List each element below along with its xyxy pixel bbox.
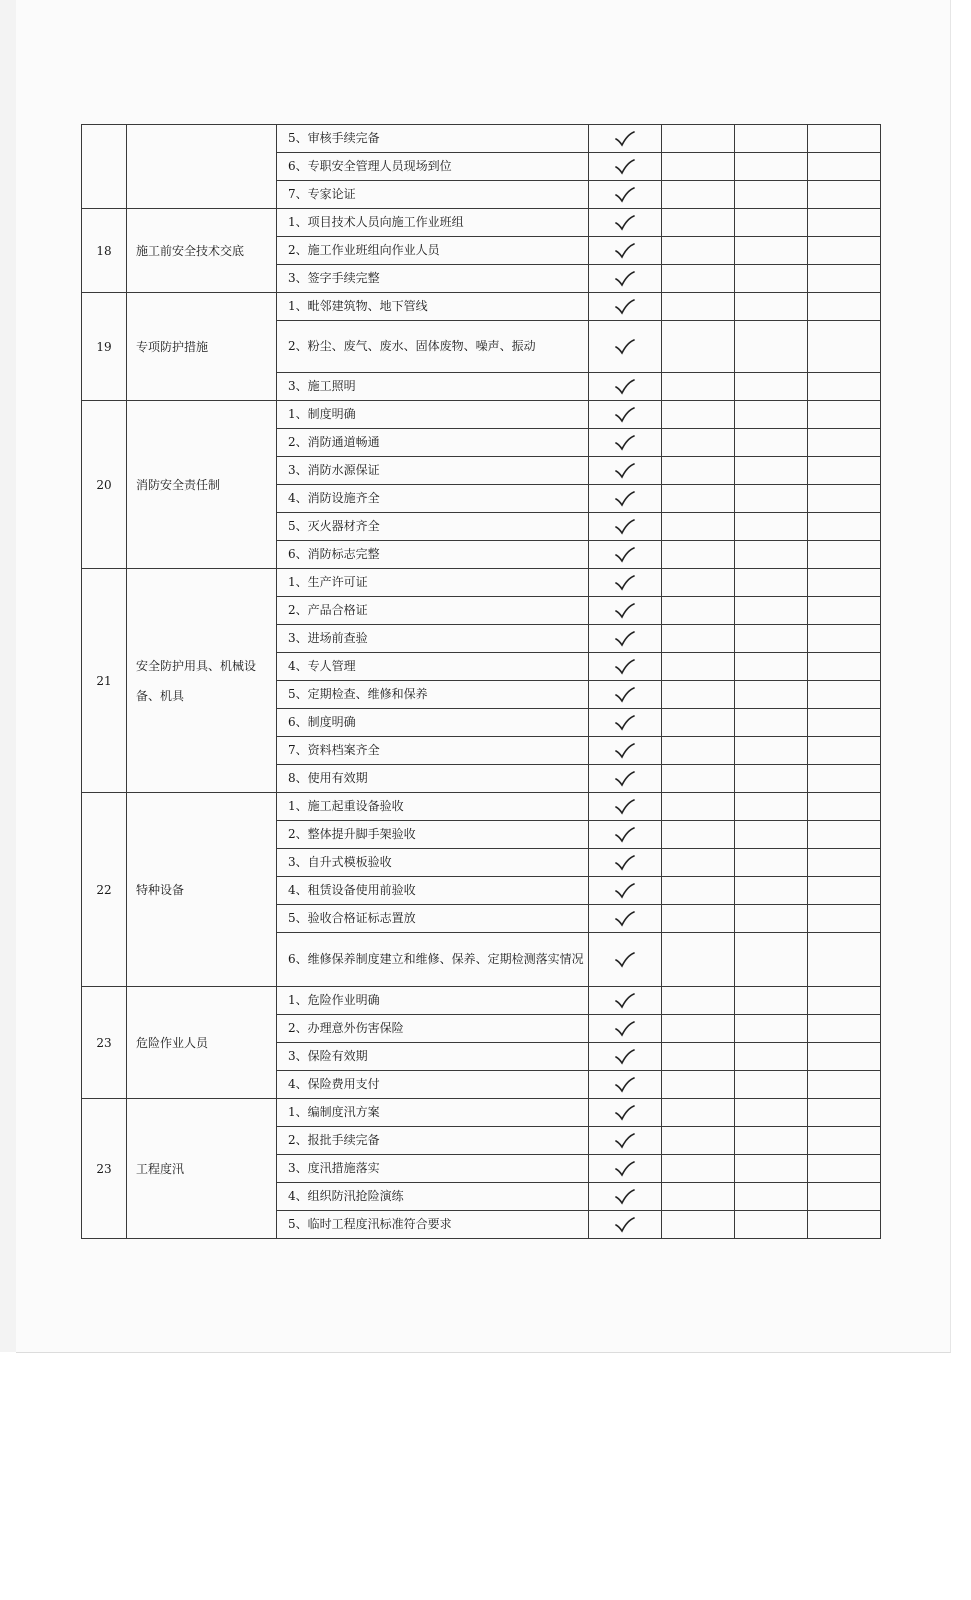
check-cell bbox=[589, 1015, 662, 1043]
empty-cell bbox=[808, 597, 881, 625]
category-name: 专项防护措施 bbox=[127, 293, 277, 401]
empty-cell bbox=[662, 793, 735, 821]
inspection-item: 3、消防水源保证 bbox=[277, 457, 589, 485]
inspection-item: 4、组织防汛抢险演练 bbox=[277, 1183, 589, 1211]
check-mark-icon bbox=[614, 131, 636, 147]
empty-cell bbox=[808, 1043, 881, 1071]
empty-cell bbox=[662, 1015, 735, 1043]
check-cell bbox=[589, 597, 662, 625]
empty-cell bbox=[808, 653, 881, 681]
empty-cell bbox=[662, 541, 735, 569]
check-cell bbox=[589, 457, 662, 485]
check-mark-icon bbox=[614, 463, 636, 479]
empty-cell bbox=[662, 293, 735, 321]
inspection-item: 4、专人管理 bbox=[277, 653, 589, 681]
empty-cell bbox=[808, 321, 881, 373]
inspection-item: 6、制度明确 bbox=[277, 709, 589, 737]
check-cell bbox=[589, 821, 662, 849]
row-number: 19 bbox=[82, 293, 127, 401]
empty-cell bbox=[735, 485, 808, 513]
empty-cell bbox=[808, 1071, 881, 1099]
inspection-item: 3、度汛措施落实 bbox=[277, 1155, 589, 1183]
inspection-item: 2、施工作业班组向作业人员 bbox=[277, 237, 589, 265]
empty-cell bbox=[662, 401, 735, 429]
empty-cell bbox=[735, 1155, 808, 1183]
check-cell bbox=[589, 485, 662, 513]
page-shadow bbox=[0, 0, 16, 1352]
check-cell bbox=[589, 849, 662, 877]
empty-cell bbox=[735, 765, 808, 793]
empty-cell bbox=[662, 987, 735, 1015]
check-cell bbox=[589, 1127, 662, 1155]
check-cell bbox=[589, 793, 662, 821]
check-mark-icon bbox=[614, 659, 636, 675]
category-name: 特种设备 bbox=[127, 793, 277, 987]
inspection-item: 1、危险作业明确 bbox=[277, 987, 589, 1015]
empty-cell bbox=[735, 933, 808, 987]
empty-cell bbox=[808, 1099, 881, 1127]
empty-cell bbox=[735, 1071, 808, 1099]
check-mark-icon bbox=[614, 491, 636, 507]
empty-cell bbox=[808, 181, 881, 209]
empty-cell bbox=[735, 209, 808, 237]
check-cell bbox=[589, 1211, 662, 1239]
row-number: 21 bbox=[82, 569, 127, 793]
empty-cell bbox=[735, 153, 808, 181]
check-mark-icon bbox=[614, 827, 636, 843]
check-cell bbox=[589, 681, 662, 709]
check-mark-icon bbox=[614, 407, 636, 423]
empty-cell bbox=[735, 513, 808, 541]
check-cell bbox=[589, 709, 662, 737]
empty-cell bbox=[662, 1155, 735, 1183]
check-mark-icon bbox=[614, 743, 636, 759]
category-name: 消防安全责任制 bbox=[127, 401, 277, 569]
check-mark-icon bbox=[614, 1105, 636, 1121]
check-mark-icon bbox=[614, 339, 636, 355]
empty-cell bbox=[808, 293, 881, 321]
empty-cell bbox=[808, 569, 881, 597]
check-cell bbox=[589, 429, 662, 457]
empty-cell bbox=[735, 457, 808, 485]
check-mark-icon bbox=[614, 1133, 636, 1149]
empty-cell bbox=[808, 457, 881, 485]
row-number: 18 bbox=[82, 209, 127, 293]
check-mark-icon bbox=[614, 993, 636, 1009]
table-row bbox=[82, 1099, 881, 1127]
empty-cell bbox=[662, 1127, 735, 1155]
empty-cell bbox=[735, 237, 808, 265]
table-row bbox=[82, 209, 881, 237]
inspection-item: 1、施工起重设备验收 bbox=[277, 793, 589, 821]
category-name bbox=[127, 125, 277, 209]
table-row bbox=[82, 987, 881, 1015]
inspection-item: 5、灭火器材齐全 bbox=[277, 513, 589, 541]
empty-cell bbox=[735, 1127, 808, 1155]
check-cell bbox=[589, 877, 662, 905]
check-cell bbox=[589, 237, 662, 265]
empty-cell bbox=[735, 1043, 808, 1071]
empty-cell bbox=[735, 877, 808, 905]
empty-cell bbox=[662, 1183, 735, 1211]
empty-cell bbox=[808, 1015, 881, 1043]
check-mark-icon bbox=[614, 215, 636, 231]
empty-cell bbox=[735, 849, 808, 877]
check-cell bbox=[589, 933, 662, 987]
check-mark-icon bbox=[614, 519, 636, 535]
category-name: 危险作业人员 bbox=[127, 987, 277, 1099]
inspection-item: 4、消防设施齐全 bbox=[277, 485, 589, 513]
inspection-item: 1、毗邻建筑物、地下管线 bbox=[277, 293, 589, 321]
check-mark-icon bbox=[614, 547, 636, 563]
inspection-item: 5、定期检查、维修和保养 bbox=[277, 681, 589, 709]
check-cell bbox=[589, 765, 662, 793]
inspection-item: 3、自升式模板验收 bbox=[277, 849, 589, 877]
empty-cell bbox=[735, 1015, 808, 1043]
check-cell bbox=[589, 1183, 662, 1211]
row-number bbox=[82, 125, 127, 209]
empty-cell bbox=[735, 1099, 808, 1127]
empty-cell bbox=[808, 625, 881, 653]
empty-cell bbox=[808, 681, 881, 709]
inspection-item: 4、租赁设备使用前验收 bbox=[277, 877, 589, 905]
empty-cell bbox=[808, 933, 881, 987]
empty-cell bbox=[735, 625, 808, 653]
check-mark-icon bbox=[614, 1189, 636, 1205]
inspection-item: 3、保险有效期 bbox=[277, 1043, 589, 1071]
empty-cell bbox=[662, 821, 735, 849]
empty-cell bbox=[808, 237, 881, 265]
category-name: 施工前安全技术交底 bbox=[127, 209, 277, 293]
inspection-item: 6、维修保养制度建立和维修、保养、定期检测落实情况 bbox=[277, 933, 589, 987]
empty-cell bbox=[808, 429, 881, 457]
inspection-item: 2、整体提升脚手架验收 bbox=[277, 821, 589, 849]
check-mark-icon bbox=[614, 1077, 636, 1093]
empty-cell bbox=[735, 541, 808, 569]
empty-cell bbox=[735, 709, 808, 737]
empty-cell bbox=[662, 569, 735, 597]
inspection-item: 3、进场前查验 bbox=[277, 625, 589, 653]
check-cell bbox=[589, 541, 662, 569]
empty-cell bbox=[662, 709, 735, 737]
empty-cell bbox=[808, 153, 881, 181]
row-number: 23 bbox=[82, 1099, 127, 1239]
empty-cell bbox=[735, 653, 808, 681]
empty-cell bbox=[662, 765, 735, 793]
empty-cell bbox=[735, 321, 808, 373]
empty-cell bbox=[735, 125, 808, 153]
empty-cell bbox=[808, 737, 881, 765]
empty-cell bbox=[808, 849, 881, 877]
table-row bbox=[82, 793, 881, 821]
empty-cell bbox=[662, 1211, 735, 1239]
empty-cell bbox=[662, 877, 735, 905]
empty-cell bbox=[662, 1099, 735, 1127]
empty-cell bbox=[662, 933, 735, 987]
check-mark-icon bbox=[614, 379, 636, 395]
inspection-item: 2、消防通道畅通 bbox=[277, 429, 589, 457]
category-name: 工程度汛 bbox=[127, 1099, 277, 1239]
empty-cell bbox=[662, 1043, 735, 1071]
inspection-item: 1、编制度汛方案 bbox=[277, 1099, 589, 1127]
empty-cell bbox=[662, 905, 735, 933]
empty-cell bbox=[735, 597, 808, 625]
check-mark-icon bbox=[614, 1049, 636, 1065]
check-cell bbox=[589, 209, 662, 237]
row-number: 22 bbox=[82, 793, 127, 987]
category-name: 安全防护用具、机械设备、机具 bbox=[127, 569, 277, 793]
check-cell bbox=[589, 987, 662, 1015]
table-row bbox=[82, 293, 881, 321]
inspection-item: 2、报批手续完备 bbox=[277, 1127, 589, 1155]
inspection-item: 1、制度明确 bbox=[277, 401, 589, 429]
empty-cell bbox=[735, 987, 808, 1015]
check-cell bbox=[589, 737, 662, 765]
check-cell bbox=[589, 625, 662, 653]
empty-cell bbox=[808, 373, 881, 401]
inspection-item: 1、生产许可证 bbox=[277, 569, 589, 597]
empty-cell bbox=[808, 1155, 881, 1183]
check-mark-icon bbox=[614, 159, 636, 175]
inspection-item: 6、专职安全管理人员现场到位 bbox=[277, 153, 589, 181]
check-mark-icon bbox=[614, 1161, 636, 1177]
empty-cell bbox=[808, 793, 881, 821]
check-cell bbox=[589, 1099, 662, 1127]
empty-cell bbox=[808, 401, 881, 429]
empty-cell bbox=[808, 1183, 881, 1211]
check-cell bbox=[589, 125, 662, 153]
empty-cell bbox=[735, 401, 808, 429]
check-mark-icon bbox=[614, 771, 636, 787]
empty-cell bbox=[662, 153, 735, 181]
empty-cell bbox=[808, 209, 881, 237]
table-row bbox=[82, 125, 881, 153]
empty-cell bbox=[662, 597, 735, 625]
inspection-item: 3、签字手续完整 bbox=[277, 265, 589, 293]
empty-cell bbox=[808, 125, 881, 153]
check-cell bbox=[589, 653, 662, 681]
empty-cell bbox=[662, 737, 735, 765]
empty-cell bbox=[735, 1183, 808, 1211]
empty-cell bbox=[808, 485, 881, 513]
empty-cell bbox=[808, 877, 881, 905]
check-cell bbox=[589, 513, 662, 541]
inspection-item: 5、临时工程度汛标准符合要求 bbox=[277, 1211, 589, 1239]
empty-cell bbox=[662, 1071, 735, 1099]
check-mark-icon bbox=[614, 631, 636, 647]
empty-cell bbox=[662, 457, 735, 485]
check-mark-icon bbox=[614, 952, 636, 968]
empty-cell bbox=[735, 293, 808, 321]
empty-cell bbox=[662, 849, 735, 877]
empty-cell bbox=[662, 681, 735, 709]
inspection-item: 5、审核手续完备 bbox=[277, 125, 589, 153]
empty-cell bbox=[735, 737, 808, 765]
empty-cell bbox=[662, 181, 735, 209]
row-number: 23 bbox=[82, 987, 127, 1099]
check-mark-icon bbox=[614, 299, 636, 315]
empty-cell bbox=[662, 237, 735, 265]
empty-cell bbox=[735, 181, 808, 209]
empty-cell bbox=[735, 1211, 808, 1239]
check-cell bbox=[589, 1071, 662, 1099]
empty-cell bbox=[662, 209, 735, 237]
inspection-table bbox=[81, 124, 881, 1239]
empty-cell bbox=[662, 321, 735, 373]
check-cell bbox=[589, 401, 662, 429]
empty-cell bbox=[735, 373, 808, 401]
check-cell bbox=[589, 1043, 662, 1071]
check-cell bbox=[589, 373, 662, 401]
inspection-item: 8、使用有效期 bbox=[277, 765, 589, 793]
check-cell bbox=[589, 153, 662, 181]
check-mark-icon bbox=[614, 1021, 636, 1037]
check-cell bbox=[589, 905, 662, 933]
empty-cell bbox=[662, 125, 735, 153]
empty-cell bbox=[662, 485, 735, 513]
empty-cell bbox=[735, 681, 808, 709]
check-mark-icon bbox=[614, 855, 636, 871]
check-mark-icon bbox=[614, 715, 636, 731]
table-row bbox=[82, 401, 881, 429]
empty-cell bbox=[735, 821, 808, 849]
inspection-item: 5、验收合格证标志置放 bbox=[277, 905, 589, 933]
empty-cell bbox=[808, 709, 881, 737]
empty-cell bbox=[662, 265, 735, 293]
check-cell bbox=[589, 293, 662, 321]
inspection-item: 7、专家论证 bbox=[277, 181, 589, 209]
empty-cell bbox=[735, 793, 808, 821]
empty-cell bbox=[735, 429, 808, 457]
empty-cell bbox=[735, 905, 808, 933]
check-mark-icon bbox=[614, 687, 636, 703]
inspection-item: 2、粉尘、废气、废水、固体废物、噪声、振动 bbox=[277, 321, 589, 373]
check-mark-icon bbox=[614, 243, 636, 259]
check-cell bbox=[589, 321, 662, 373]
check-mark-icon bbox=[614, 911, 636, 927]
empty-cell bbox=[808, 541, 881, 569]
check-mark-icon bbox=[614, 603, 636, 619]
empty-cell bbox=[808, 987, 881, 1015]
check-mark-icon bbox=[614, 271, 636, 287]
inspection-item: 7、资料档案齐全 bbox=[277, 737, 589, 765]
empty-cell bbox=[735, 265, 808, 293]
empty-cell bbox=[808, 821, 881, 849]
empty-cell bbox=[808, 513, 881, 541]
empty-cell bbox=[808, 1211, 881, 1239]
empty-cell bbox=[808, 905, 881, 933]
inspection-item: 2、产品合格证 bbox=[277, 597, 589, 625]
empty-cell bbox=[662, 625, 735, 653]
empty-cell bbox=[662, 653, 735, 681]
empty-cell bbox=[662, 513, 735, 541]
empty-cell bbox=[662, 429, 735, 457]
inspection-item: 6、消防标志完整 bbox=[277, 541, 589, 569]
empty-cell bbox=[808, 1127, 881, 1155]
inspection-item: 1、项目技术人员向施工作业班组 bbox=[277, 209, 589, 237]
check-cell bbox=[589, 1155, 662, 1183]
inspection-item: 3、施工照明 bbox=[277, 373, 589, 401]
inspection-item: 4、保险费用支付 bbox=[277, 1071, 589, 1099]
empty-cell bbox=[735, 569, 808, 597]
empty-cell bbox=[662, 373, 735, 401]
inspection-item: 2、办理意外伤害保险 bbox=[277, 1015, 589, 1043]
check-cell bbox=[589, 265, 662, 293]
check-mark-icon bbox=[614, 799, 636, 815]
check-mark-icon bbox=[614, 1217, 636, 1233]
check-cell bbox=[589, 181, 662, 209]
check-mark-icon bbox=[614, 575, 636, 591]
check-mark-icon bbox=[614, 187, 636, 203]
table-row bbox=[82, 569, 881, 597]
empty-cell bbox=[808, 765, 881, 793]
empty-cell bbox=[808, 265, 881, 293]
check-mark-icon bbox=[614, 883, 636, 899]
check-cell bbox=[589, 569, 662, 597]
check-mark-icon bbox=[614, 435, 636, 451]
row-number: 20 bbox=[82, 401, 127, 569]
